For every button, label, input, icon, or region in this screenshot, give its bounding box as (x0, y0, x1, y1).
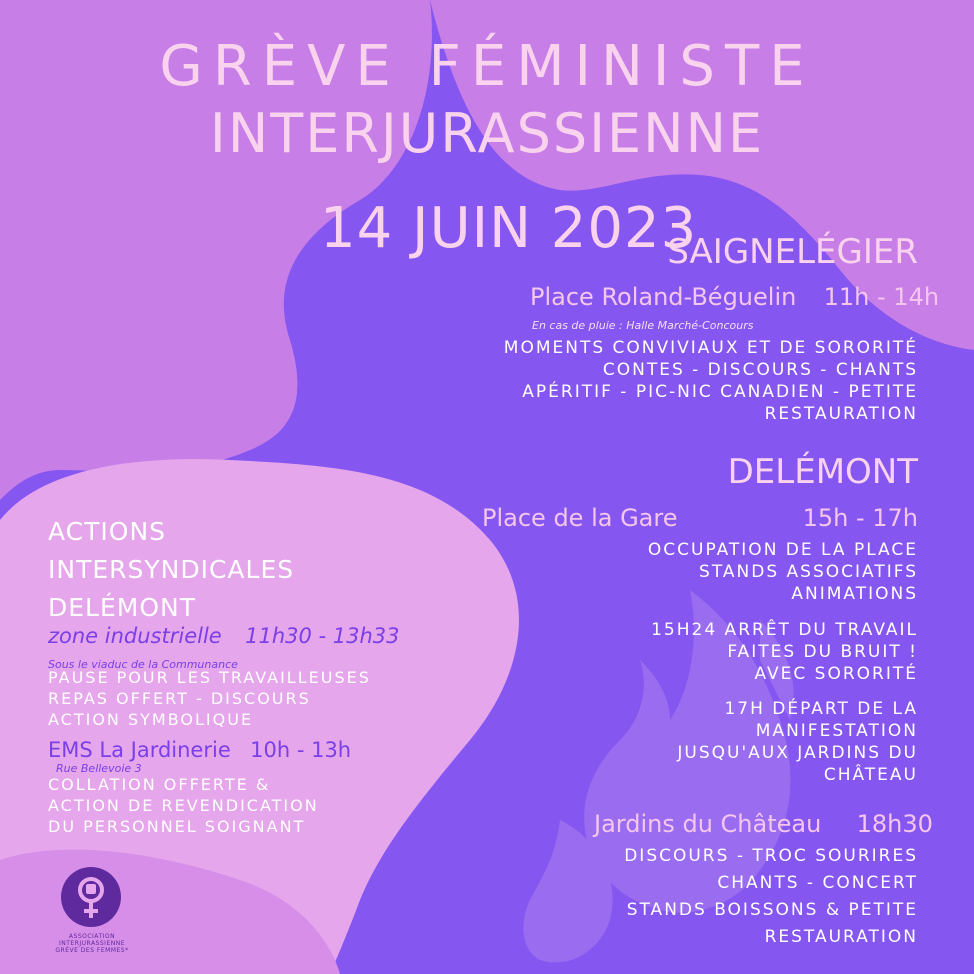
zone-industrielle-time: 11h30 - 13h33 (245, 624, 400, 648)
jardins-time: 18h30 (856, 810, 933, 838)
activity-line: OCCUPATION DE LA PLACE (647, 540, 918, 560)
ems-label: EMS La Jardinerie (48, 738, 231, 762)
action-line: ACTION DE REVENDICATION (48, 796, 319, 815)
activity-line: CHANTS - CONCERT (717, 873, 918, 893)
saignelegier-time: 11h - 14h (823, 283, 940, 311)
saignelegier-activities (504, 337, 918, 425)
association-name (48, 933, 136, 954)
actions-note-2: Rue Bellevoie 3 (56, 762, 142, 775)
actions-heading-line: INTERSYNDICALES (48, 555, 295, 584)
activity-line: CONTES - DISCOURS - CHANTS (602, 360, 918, 380)
jardins-place (594, 810, 933, 838)
action-line: REPAS OFFERT - DISCOURS (48, 689, 311, 708)
actions-place-1 (48, 624, 400, 648)
saignelegier-place-name: Place Roland-Béguelin (530, 283, 797, 311)
action-line: DU PERSONNEL SOIGNANT (48, 817, 306, 836)
activity-line: STANDS ASSOCIATIFS (699, 562, 918, 582)
activity-line: RESTAURATION (764, 404, 918, 424)
city-delemont: DELÉMONT (727, 452, 918, 492)
logo-text-line: GRÈVE DES FEMMES* (55, 947, 129, 954)
title-line-2: INTERJURASSIENNE (209, 102, 765, 165)
city-saignelegier: SAIGNELÉGIER (667, 232, 918, 272)
delemont-block-2 (651, 619, 918, 685)
actions-heading (48, 513, 294, 627)
activity-line: STANDS BOISSONS & PETITE (626, 900, 918, 920)
actions-note-1: Sous le viaduc de la Communance (48, 658, 238, 671)
logo-text-line: INTERJURASSIENNE (58, 940, 126, 947)
action-line: ACTION SYMBOLIQUE (48, 710, 254, 729)
activity-line: RESTAURATION (764, 927, 918, 947)
delemont-place-name: Place de la Gare (482, 504, 678, 532)
association-logo (60, 866, 122, 928)
delemont-time: 15h - 17h (802, 504, 918, 532)
delemont-block-3 (677, 698, 918, 786)
activity-line: APÉRITIF - PIC-NIC CANADIEN - PETITE (522, 382, 918, 402)
actions-heading-line: DELÉMONT (48, 593, 196, 622)
event-date: 14 JUIN 2023 (320, 196, 698, 261)
action-line: COLLATION OFFERTE & (48, 775, 271, 794)
activity-line: MOMENTS CONVIVIAUX ET DE SORORITÉ (503, 338, 918, 358)
actions-lines-2 (48, 774, 319, 837)
saignelegier-rain-note: En cas de pluie : Halle Marché-Concours (532, 319, 754, 332)
activity-line: JUSQU'AUX JARDINS DU (677, 743, 918, 763)
delemont-block-4 (624, 843, 918, 951)
jardins-place-name: Jardins du Château (594, 810, 822, 838)
actions-place-2 (48, 738, 351, 762)
actions-heading-line: ACTIONS (48, 517, 167, 546)
activity-line: FAITES DU BRUIT ! (727, 642, 918, 662)
delemont-block-1 (648, 539, 918, 605)
activity-line: ANIMATIONS (791, 584, 918, 604)
activity-line: 15H24 ARRÊT DU TRAVAIL (651, 620, 918, 640)
actions-lines-1 (48, 667, 371, 730)
ems-time: 10h - 13h (250, 738, 352, 762)
activity-line: CHÂTEAU (823, 765, 918, 785)
feminist-fist-venus-icon (60, 866, 122, 928)
activity-line: MANIFESTATION (755, 721, 918, 741)
action-line: PAUSE POUR LES TRAVAILLEUSES (48, 668, 371, 687)
title-line-1: GRÈVE FÉMINISTE (159, 34, 815, 99)
saignelegier-place (530, 283, 939, 311)
activity-line: 17H DÉPART DE LA (724, 699, 918, 719)
activity-line: DISCOURS - TROC SOURIRES (624, 846, 918, 866)
zone-industrielle-label: zone industrielle (48, 624, 222, 648)
activity-line: AVEC SORORITÉ (754, 664, 918, 684)
logo-text-line: ASSOCIATION (68, 933, 116, 940)
